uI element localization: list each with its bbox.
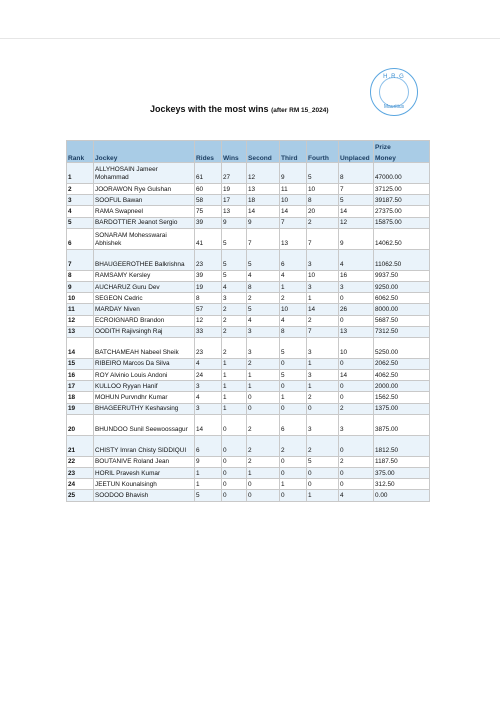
cell-jockey: MOHUN Purvndhr Kumar <box>94 392 195 403</box>
cell-unplaced: 2 <box>339 456 374 467</box>
cell-money: 6062.50 <box>374 293 430 304</box>
cell-fourth: 10 <box>307 270 339 281</box>
cell-money: 47000.00 <box>374 163 430 184</box>
cell-jockey: BOUTANIVE Roland Jean <box>94 456 195 467</box>
cell-jockey: JOORAWON Rye Gulshan <box>94 184 195 195</box>
cell-unplaced: 4 <box>339 490 374 501</box>
cell-jockey: OODITH Rajivsingh Raj <box>94 326 195 337</box>
cell-unplaced: 5 <box>339 195 374 206</box>
cell-fourth: 14 <box>307 304 339 315</box>
cell-rank: 23 <box>67 468 94 479</box>
cell-wins: 5 <box>222 228 247 249</box>
table-row <box>67 293 430 304</box>
cell-money: 37125.00 <box>374 184 430 195</box>
cell-second: 3 <box>247 337 280 358</box>
title-text: Jockeys with the most wins <box>150 104 269 114</box>
cell-second: 1 <box>247 370 280 381</box>
table-row <box>67 206 430 217</box>
cell-third: 8 <box>280 326 307 337</box>
cell-rank: 5 <box>67 217 94 228</box>
cell-second: 0 <box>247 392 280 403</box>
cell-third: 14 <box>280 206 307 217</box>
cell-rank: 7 <box>67 249 94 270</box>
cell-second: 18 <box>247 195 280 206</box>
cell-money: 0.00 <box>374 490 430 501</box>
column-header-unplaced: Unplaced <box>339 151 374 163</box>
cell-rides: 61 <box>195 163 222 184</box>
column-header-third: Third <box>280 151 307 163</box>
cell-third: 2 <box>280 435 307 456</box>
cell-wins: 1 <box>222 370 247 381</box>
cell-third: 0 <box>280 490 307 501</box>
cell-second: 2 <box>247 414 280 435</box>
cell-fourth: 3 <box>307 249 339 270</box>
cell-third: 1 <box>280 392 307 403</box>
column-header-wins: Wins <box>222 151 247 163</box>
cell-jockey: SONARAM Mohesswarai Abhishek <box>94 228 195 249</box>
column-header-second: Second <box>247 151 280 163</box>
cell-jockey: ECROIGNARD Brandon <box>94 315 195 326</box>
cell-second: 7 <box>247 228 280 249</box>
table-row <box>67 358 430 369</box>
cell-rides: 41 <box>195 228 222 249</box>
cell-rides: 57 <box>195 304 222 315</box>
cell-jockey: MARDAY Niven <box>94 304 195 315</box>
cell-second: 4 <box>247 270 280 281</box>
cell-unplaced: 7 <box>339 184 374 195</box>
cell-unplaced: 0 <box>339 293 374 304</box>
cell-rides: 39 <box>195 270 222 281</box>
table-row <box>67 370 430 381</box>
table-row <box>67 270 430 281</box>
cell-third: 0 <box>280 403 307 414</box>
cell-money: 11062.50 <box>374 249 430 270</box>
cell-fourth: 7 <box>307 326 339 337</box>
cell-second: 9 <box>247 217 280 228</box>
stamp-top-text: H.R.G <box>383 74 405 80</box>
cell-third: 13 <box>280 228 307 249</box>
cell-unplaced: 4 <box>339 249 374 270</box>
cell-rank: 8 <box>67 270 94 281</box>
cell-jockey: ROY Alvinio Louis Andoni <box>94 370 195 381</box>
cell-jockey: SEGEON Cedric <box>94 293 195 304</box>
cell-fourth: 1 <box>307 358 339 369</box>
cell-unplaced: 0 <box>339 468 374 479</box>
cell-jockey: RIBEIRO Marcos Da Silva <box>94 358 195 369</box>
table-row <box>67 315 430 326</box>
club-stamp-logo <box>370 68 418 116</box>
cell-fourth: 3 <box>307 281 339 292</box>
table-row <box>67 337 430 358</box>
cell-wins: 2 <box>222 326 247 337</box>
cell-unplaced: 14 <box>339 370 374 381</box>
table-row <box>67 228 430 249</box>
table-row <box>67 435 430 456</box>
cell-wins: 2 <box>222 337 247 358</box>
cell-fourth: 7 <box>307 228 339 249</box>
table-row <box>67 217 430 228</box>
cell-third: 0 <box>280 358 307 369</box>
cell-rank: 9 <box>67 281 94 292</box>
cell-wins: 1 <box>222 358 247 369</box>
table-row <box>67 479 430 490</box>
cell-wins: 5 <box>222 249 247 270</box>
cell-unplaced: 0 <box>339 315 374 326</box>
page-title <box>150 104 329 114</box>
table-row <box>67 184 430 195</box>
cell-fourth: 0 <box>307 468 339 479</box>
cell-wins: 9 <box>222 217 247 228</box>
cell-money: 375.00 <box>374 468 430 479</box>
cell-jockey: SOOFUL Bawan <box>94 195 195 206</box>
cell-unplaced: 0 <box>339 381 374 392</box>
cell-unplaced: 12 <box>339 217 374 228</box>
cell-wins: 3 <box>222 293 247 304</box>
cell-third: 5 <box>280 370 307 381</box>
cell-wins: 1 <box>222 392 247 403</box>
cell-second: 1 <box>247 381 280 392</box>
header-row <box>67 151 430 163</box>
cell-wins: 5 <box>222 270 247 281</box>
cell-unplaced: 3 <box>339 281 374 292</box>
cell-fourth: 20 <box>307 206 339 217</box>
cell-rank: 16 <box>67 370 94 381</box>
table-row <box>67 468 430 479</box>
cell-jockey: ALLYHOSAIN Jameer Mohammad <box>94 163 195 184</box>
cell-unplaced: 0 <box>339 435 374 456</box>
cell-rank: 2 <box>67 184 94 195</box>
cell-money: 5250.00 <box>374 337 430 358</box>
cell-rides: 3 <box>195 403 222 414</box>
table-row <box>67 381 430 392</box>
cell-rides: 6 <box>195 435 222 456</box>
cell-second: 5 <box>247 249 280 270</box>
cell-rank: 21 <box>67 435 94 456</box>
cell-third: 5 <box>280 337 307 358</box>
cell-unplaced: 8 <box>339 163 374 184</box>
cell-second: 12 <box>247 163 280 184</box>
column-header-fourth: Fourth <box>307 151 339 163</box>
cell-rides: 4 <box>195 392 222 403</box>
cell-unplaced: 0 <box>339 479 374 490</box>
cell-unplaced: 16 <box>339 270 374 281</box>
cell-rides: 4 <box>195 358 222 369</box>
cell-money: 2000.00 <box>374 381 430 392</box>
cell-fourth: 5 <box>307 456 339 467</box>
cell-third: 10 <box>280 304 307 315</box>
cell-rank: 18 <box>67 392 94 403</box>
cell-rides: 58 <box>195 195 222 206</box>
cell-wins: 2 <box>222 304 247 315</box>
cell-rank: 15 <box>67 358 94 369</box>
cell-second: 2 <box>247 293 280 304</box>
cell-rank: 19 <box>67 403 94 414</box>
cell-third: 9 <box>280 163 307 184</box>
cell-rides: 23 <box>195 249 222 270</box>
cell-third: 2 <box>280 293 307 304</box>
cell-wins: 0 <box>222 490 247 501</box>
cell-jockey: KULLOO Ryyan Hanif <box>94 381 195 392</box>
table-row <box>67 456 430 467</box>
cell-rank: 14 <box>67 337 94 358</box>
cell-unplaced: 13 <box>339 326 374 337</box>
cell-second: 5 <box>247 304 280 315</box>
cell-rank: 20 <box>67 414 94 435</box>
column-header-rides: Rides <box>195 151 222 163</box>
cell-money: 5687.50 <box>374 315 430 326</box>
cell-money: 8000.00 <box>374 304 430 315</box>
cell-fourth: 1 <box>307 293 339 304</box>
cell-rides: 1 <box>195 468 222 479</box>
cell-unplaced: 26 <box>339 304 374 315</box>
cell-rank: 6 <box>67 228 94 249</box>
cell-third: 4 <box>280 270 307 281</box>
cell-wins: 4 <box>222 281 247 292</box>
stamp-bottom-text: Mauritius <box>383 104 405 110</box>
cell-rank: 17 <box>67 381 94 392</box>
cell-rides: 1 <box>195 479 222 490</box>
page-top-rule <box>0 38 500 39</box>
cell-third: 6 <box>280 249 307 270</box>
cell-third: 0 <box>280 381 307 392</box>
cell-rank: 10 <box>67 293 94 304</box>
cell-wins: 0 <box>222 435 247 456</box>
cell-money: 9937.50 <box>374 270 430 281</box>
cell-wins: 2 <box>222 315 247 326</box>
cell-jockey: BHUNDOO Sunil Seewoossagur <box>94 414 195 435</box>
header-prize-top: Prize <box>374 141 430 152</box>
cell-rides: 23 <box>195 337 222 358</box>
cell-unplaced: 9 <box>339 228 374 249</box>
cell-third: 4 <box>280 315 307 326</box>
cell-fourth: 5 <box>307 163 339 184</box>
cell-second: 0 <box>247 403 280 414</box>
cell-wins: 0 <box>222 468 247 479</box>
cell-second: 4 <box>247 315 280 326</box>
cell-fourth: 3 <box>307 414 339 435</box>
cell-wins: 0 <box>222 414 247 435</box>
cell-money: 39187.50 <box>374 195 430 206</box>
cell-second: 2 <box>247 435 280 456</box>
cell-fourth: 0 <box>307 479 339 490</box>
cell-jockey: BATCHAMEAH Nabeel Sheik <box>94 337 195 358</box>
table-row <box>67 281 430 292</box>
table-row <box>67 414 430 435</box>
cell-third: 11 <box>280 184 307 195</box>
cell-unplaced: 3 <box>339 414 374 435</box>
cell-rides: 75 <box>195 206 222 217</box>
cell-rank: 11 <box>67 304 94 315</box>
cell-wins: 1 <box>222 381 247 392</box>
cell-fourth: 3 <box>307 337 339 358</box>
cell-fourth: 8 <box>307 195 339 206</box>
table-row <box>67 249 430 270</box>
cell-fourth: 0 <box>307 403 339 414</box>
cell-jockey: HORIL Pravesh Kumar <box>94 468 195 479</box>
cell-rides: 39 <box>195 217 222 228</box>
cell-money: 1562.50 <box>374 392 430 403</box>
cell-unplaced: 2 <box>339 403 374 414</box>
cell-wins: 27 <box>222 163 247 184</box>
cell-jockey: JEETUN Kounalsingh <box>94 479 195 490</box>
cell-rank: 12 <box>67 315 94 326</box>
cell-jockey: BHAGEERUTHY Keshavsing <box>94 403 195 414</box>
header-row-top <box>67 141 430 152</box>
cell-unplaced: 0 <box>339 358 374 369</box>
jockey-wins-table <box>66 140 430 502</box>
cell-fourth: 1 <box>307 490 339 501</box>
table-row <box>67 195 430 206</box>
cell-rides: 19 <box>195 281 222 292</box>
cell-money: 4062.50 <box>374 370 430 381</box>
column-header-rank: Rank <box>67 151 94 163</box>
cell-rank: 25 <box>67 490 94 501</box>
cell-wins: 17 <box>222 195 247 206</box>
table-row <box>67 490 430 501</box>
cell-second: 2 <box>247 456 280 467</box>
cell-unplaced: 10 <box>339 337 374 358</box>
cell-rides: 8 <box>195 293 222 304</box>
cell-rides: 5 <box>195 490 222 501</box>
cell-money: 7312.50 <box>374 326 430 337</box>
cell-fourth: 1 <box>307 381 339 392</box>
cell-second: 0 <box>247 479 280 490</box>
column-header-jockey: Jockey <box>94 151 195 163</box>
cell-third: 7 <box>280 217 307 228</box>
cell-money: 1375.00 <box>374 403 430 414</box>
cell-fourth: 2 <box>307 217 339 228</box>
cell-jockey: CHISTY Imran Chisty SIDDIQUI <box>94 435 195 456</box>
cell-second: 1 <box>247 468 280 479</box>
cell-rank: 22 <box>67 456 94 467</box>
cell-wins: 13 <box>222 206 247 217</box>
cell-money: 14062.50 <box>374 228 430 249</box>
cell-second: 0 <box>247 490 280 501</box>
cell-jockey: RAMSAMY Kersley <box>94 270 195 281</box>
cell-fourth: 10 <box>307 184 339 195</box>
cell-fourth: 2 <box>307 315 339 326</box>
cell-jockey: BHAUGEEROTHEE Balkrishna <box>94 249 195 270</box>
cell-unplaced: 0 <box>339 392 374 403</box>
cell-rides: 9 <box>195 456 222 467</box>
cell-wins: 19 <box>222 184 247 195</box>
cell-rank: 13 <box>67 326 94 337</box>
table-row <box>67 163 430 184</box>
cell-third: 1 <box>280 281 307 292</box>
cell-money: 1187.50 <box>374 456 430 467</box>
cell-rides: 14 <box>195 414 222 435</box>
cell-money: 2062.50 <box>374 358 430 369</box>
cell-second: 2 <box>247 358 280 369</box>
stamp-inner-ring <box>379 77 409 107</box>
cell-third: 0 <box>280 456 307 467</box>
cell-fourth: 3 <box>307 370 339 381</box>
cell-rank: 3 <box>67 195 94 206</box>
cell-second: 3 <box>247 326 280 337</box>
cell-money: 1812.50 <box>374 435 430 456</box>
cell-money: 312.50 <box>374 479 430 490</box>
table-body <box>67 163 430 502</box>
cell-unplaced: 14 <box>339 206 374 217</box>
cell-third: 6 <box>280 414 307 435</box>
table-row <box>67 304 430 315</box>
cell-second: 14 <box>247 206 280 217</box>
cell-rank: 4 <box>67 206 94 217</box>
cell-jockey: SOODOO Bhavish <box>94 490 195 501</box>
table-row <box>67 392 430 403</box>
cell-money: 9250.00 <box>374 281 430 292</box>
cell-rank: 1 <box>67 163 94 184</box>
cell-money: 3875.00 <box>374 414 430 435</box>
column-header-money: Money <box>374 151 430 163</box>
title-subtitle: (after RM 15_2024) <box>271 107 329 114</box>
cell-jockey: BARDOTTIER Jeanot Sergio <box>94 217 195 228</box>
cell-jockey: RAMA Swapneel <box>94 206 195 217</box>
cell-second: 13 <box>247 184 280 195</box>
cell-fourth: 2 <box>307 435 339 456</box>
cell-money: 15875.00 <box>374 217 430 228</box>
cell-second: 8 <box>247 281 280 292</box>
cell-rank: 24 <box>67 479 94 490</box>
cell-rides: 24 <box>195 370 222 381</box>
cell-money: 27375.00 <box>374 206 430 217</box>
table-row <box>67 403 430 414</box>
cell-wins: 0 <box>222 456 247 467</box>
cell-fourth: 2 <box>307 392 339 403</box>
cell-wins: 0 <box>222 479 247 490</box>
cell-rides: 12 <box>195 315 222 326</box>
cell-rides: 33 <box>195 326 222 337</box>
cell-rides: 3 <box>195 381 222 392</box>
cell-third: 0 <box>280 468 307 479</box>
cell-jockey: AUCHARUZ Guru Dev <box>94 281 195 292</box>
cell-wins: 1 <box>222 403 247 414</box>
cell-third: 1 <box>280 479 307 490</box>
cell-rides: 60 <box>195 184 222 195</box>
table-row <box>67 326 430 337</box>
cell-third: 10 <box>280 195 307 206</box>
